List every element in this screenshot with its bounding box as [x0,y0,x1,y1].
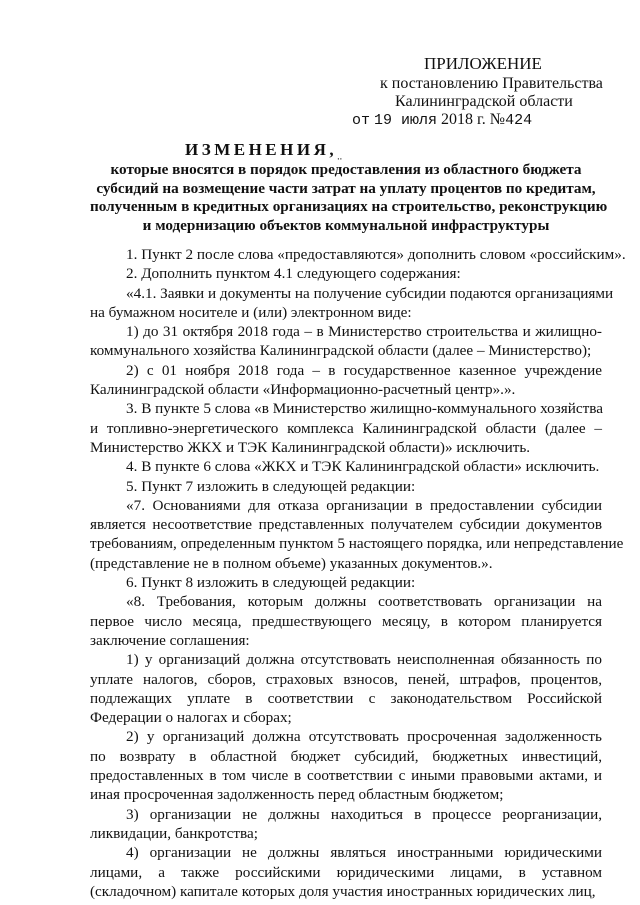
paragraph-line: 2. Дополнить пунктом 4.1 следующего содержания: [126,265,461,283]
paragraph-line: Федерации о налогах и сборах; [90,709,292,727]
paragraph-line: 1. Пункт 2 после слова «предоставляются» дополнить словом «российским». [126,246,626,263]
paragraph-line: 2) с 01 ноября 2018 года – в государственное казенное учреждение [126,361,602,379]
paragraph-line: 2) у организаций должна отсутствовать просроченная задолженность [126,728,602,746]
appendix-line-1: к постановлению Правительства [380,75,603,92]
date-year: 2018 г. № [441,111,506,128]
paragraph-line: коммунального хозяйства Калининградской области (далее – Министерство); [90,342,592,360]
paragraph [90,322,602,361]
date-handwritten: 19 июля [374,112,438,129]
paragraph [90,843,602,901]
paragraph-line: 4. В пункте 6 слова «ЖКХ и ТЭК Калининградской области» исключить. [126,458,600,476]
paragraph-line: заключение соглашения: [90,631,250,649]
paragraph-line: на бумажном носителе и (или) электронном виде: [90,303,412,321]
paragraph-line: (складочном) капитале которых доля участия иностранных юридических лиц, [90,882,596,900]
subtitle-line: полученным в кредитных организациях на строительство, реконструкцию [90,198,608,215]
paragraph-line: 1) у организаций должна отсутствовать неисполненная обязанность по [126,651,602,669]
paragraph-line: 6. Пункт 8 изложить в следующей редакции: [126,574,416,592]
paragraph-line: 3) организации не должны находиться в процессе реорганизации, [126,805,602,823]
paragraph-line: первое число месяца, предшествующего месяцу, в котором планируется [90,612,602,630]
document-number: 424 [505,112,533,129]
subtitle-line: субсидий на возмещение части затрат на уплату процентов по кредитам, [96,179,596,197]
paragraph-line: (представление не в полном объеме) указанных документов.». [90,554,493,572]
paragraph [90,245,626,264]
paragraph-line: и топливно-энергетического комплекса Калининградской области (далее – [90,419,602,437]
paragraph [90,399,602,457]
heading-text: ИЗМЕНЕНИЯ, [185,140,338,159]
appendix-line-2: Калининградской области [395,93,573,110]
paragraph-line: лицами, а также российскими юридическими лицами, в уставном [90,863,602,881]
paragraph-line: ликвидации, банкротства; [90,824,258,842]
paragraph-line: уплате налогов, сборов, страховых взносов, пеней, штрафов, процентов, [90,670,602,688]
subtitle-line: и модернизацию объектов коммунальной инфраструктуры [142,216,550,234]
paragraph [90,496,624,573]
paragraph-line: по возврату в областной бюджет субсидий, бюджетных инвестиций, [90,747,602,765]
paragraph-line: «4.1. Заявки и документы на получение субсидии подаются организациями [126,284,614,302]
paragraph-line: Министерство ЖКХ и ТЭК Калининградской области)» исключить. [90,438,531,456]
paragraph-line: 5. Пункт 7 изложить в следующей редакции: [126,477,416,495]
paragraph-line: «8. Требования, которым должны соответствовать организации на [126,593,602,611]
paragraph-line: Калининградской области «Информационно-расчетный центр».». [90,381,516,399]
mark-glyph: .. [337,151,343,163]
paragraph-line: 1) до 31 октября 2018 года – в Министерство строительства и жилищно- [126,323,602,341]
paragraph [90,650,602,727]
paragraph [90,573,602,592]
paragraph-line: 4) организации не должны являться иностранными юридическими [126,844,602,862]
paragraph-line: предоставленных в том числе в соответствии с иными правовыми актами, и [90,767,602,785]
paragraph [90,727,602,804]
paragraph-line: подлежащих уплате в соответствии с законодательством Российской [90,689,602,707]
paragraph-line: «7. Основаниями для отказа организации в предоставлении субсидии [126,496,602,514]
paragraph [90,284,614,323]
subtitle-line: которые вносятся в порядок предоставления из областного бюджета [110,161,582,178]
paragraph [90,477,602,496]
paragraph-line: 3. В пункте 5 слова «в Министерство жилищно-коммунального хозяйства [126,400,603,418]
paragraph [90,264,602,283]
appendix-title: ПРИЛОЖЕНИЕ [424,54,542,73]
appendix-date-line [352,110,532,130]
paragraph-line: требованиям, определенным пунктом 5 настоящего порядка, или непредставление [90,535,624,553]
paragraph [90,592,602,650]
document-heading [185,140,342,162]
document-subtitle [90,161,608,235]
paragraph [90,805,602,844]
paragraph-line: иная просроченная задолженность перед областным бюджетом; [90,786,504,804]
date-prefix: от [352,112,371,129]
document-body [90,245,626,901]
paragraph [90,361,602,400]
paragraph-line: является несоответствие представленных получателем субсидии документов [90,516,602,534]
paragraph [90,457,602,476]
